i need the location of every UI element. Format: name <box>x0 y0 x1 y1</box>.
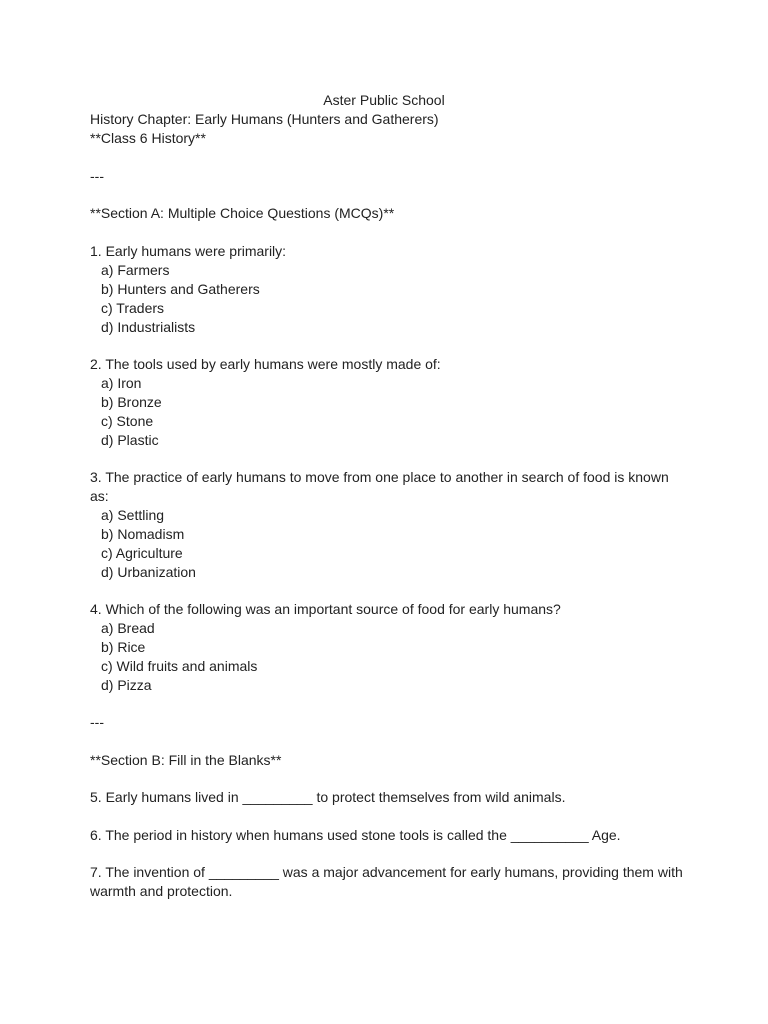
q1-option-a: a) Farmers <box>101 262 170 278</box>
q4-option-b: b) Rice <box>101 639 146 655</box>
q2-option-a: a) Iron <box>101 375 142 391</box>
school-name: Aster Public School <box>323 92 445 108</box>
q2-option-b: b) Bronze <box>101 394 162 410</box>
divider: --- <box>90 168 104 184</box>
q1-option-c: c) Traders <box>101 300 165 316</box>
q4-option-c: c) Wild fruits and animals <box>101 658 258 674</box>
q3-option-c: c) Agriculture <box>101 545 183 561</box>
q1-option-b: b) Hunters and Gatherers <box>101 281 260 297</box>
chapter-title: History Chapter: Early Humans (Hunters and Gatherers) <box>90 111 439 127</box>
question-7-continued: warmth and protection. <box>90 883 233 899</box>
q4-option-a: a) Bread <box>101 620 155 636</box>
question-5: 5. Early humans lived in _________ to protect themselves from wild animals. <box>90 789 566 805</box>
question-7: 7. The invention of _________ was a major advancement for early humans, providing them with <box>90 864 683 880</box>
q3-option-a: a) Settling <box>101 507 165 523</box>
section-a-title: **Section A: Multiple Choice Questions (MCQs)** <box>90 205 395 221</box>
question-1: 1. Early humans were primarily: <box>90 243 287 259</box>
question-6: 6. The period in history when humans used stone tools is called the __________ Age. <box>90 827 621 843</box>
q2-option-c: c) Stone <box>101 413 154 429</box>
question-4: 4. Which of the following was an important source of food for early humans? <box>90 601 561 617</box>
q1-option-d: d) Industrialists <box>101 319 196 335</box>
q2-option-d: d) Plastic <box>101 432 159 448</box>
section-b-title: **Section B: Fill in the Blanks** <box>90 752 282 768</box>
question-3: 3. The practice of early humans to move from one place to another in search of food is known <box>90 469 669 485</box>
question-3-continued: as: <box>90 488 109 504</box>
q3-option-b: b) Nomadism <box>101 526 185 542</box>
divider: --- <box>90 714 104 730</box>
q4-option-d: d) Pizza <box>101 677 152 693</box>
class-label: **Class 6 History** <box>90 130 206 146</box>
q3-option-d: d) Urbanization <box>101 564 196 580</box>
question-2: 2. The tools used by early humans were mostly made of: <box>90 356 441 372</box>
